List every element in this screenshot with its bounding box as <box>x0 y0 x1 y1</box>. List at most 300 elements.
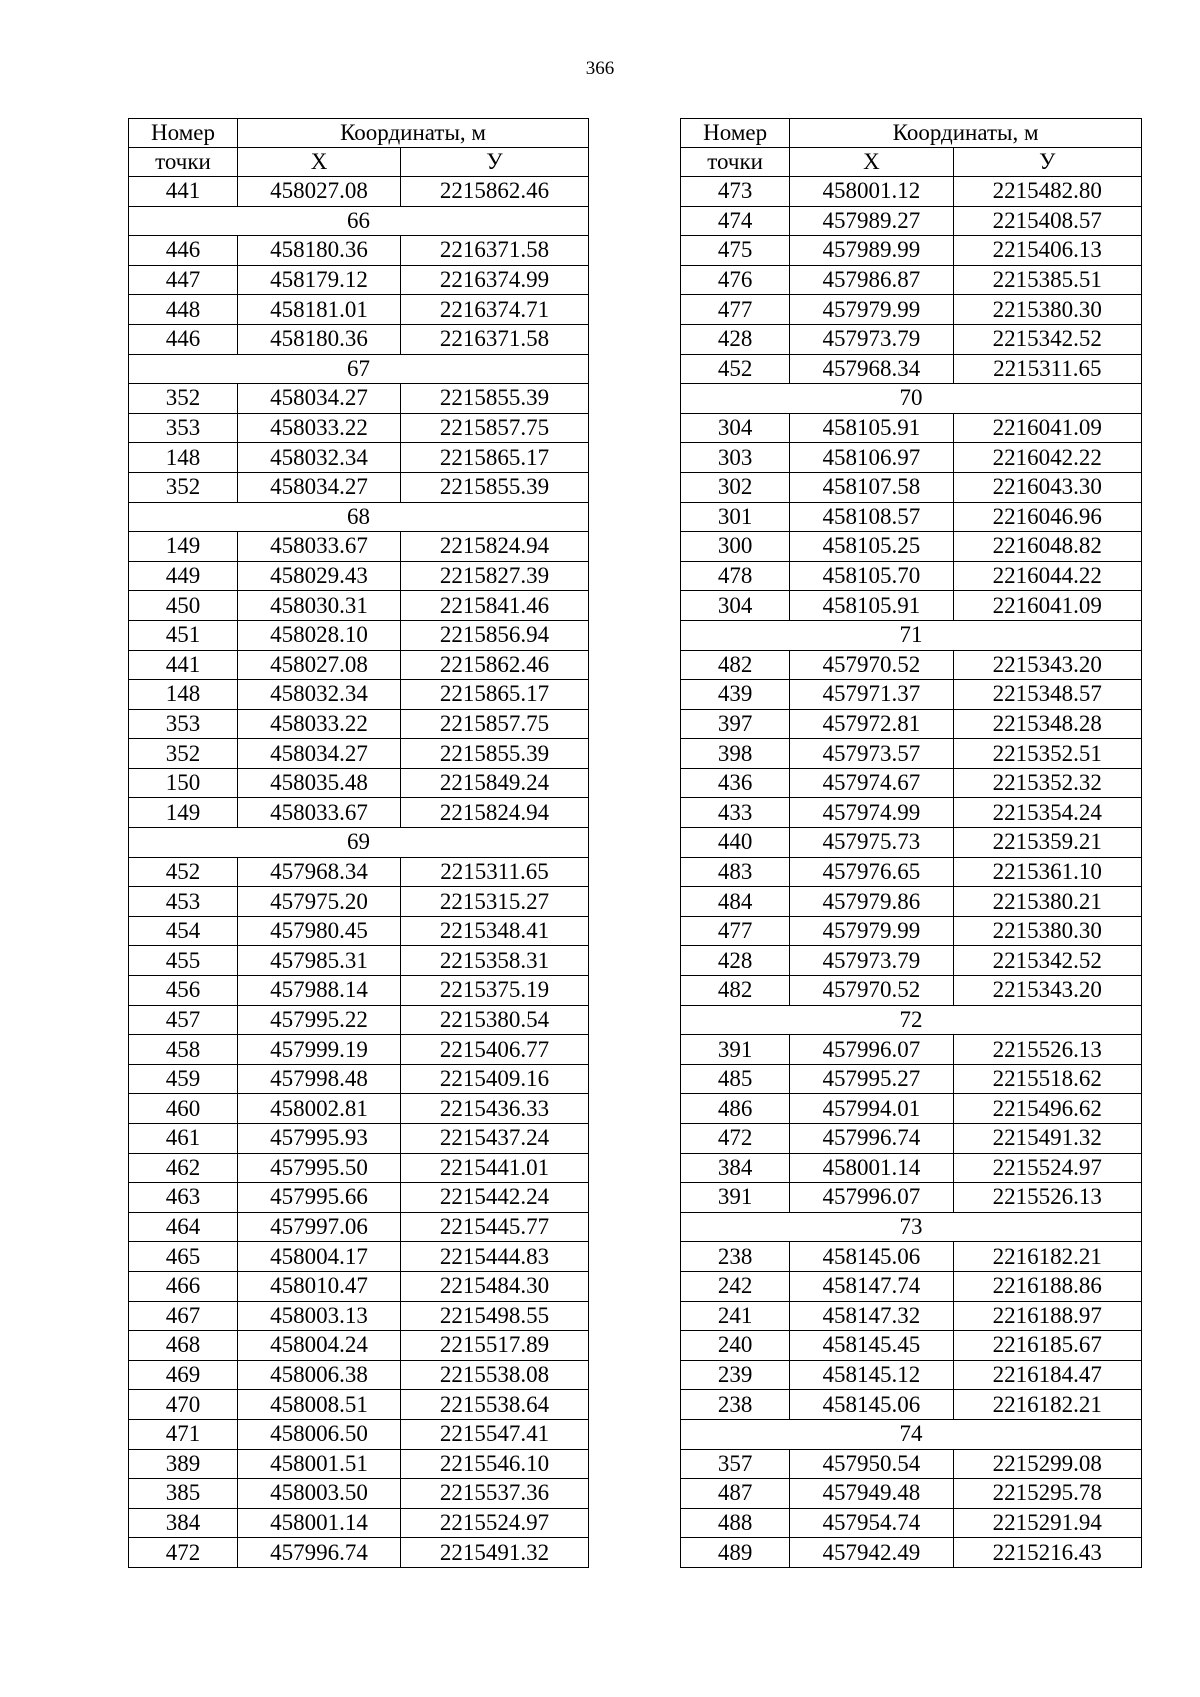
y-coordinate-cell: 2216371.58 <box>401 324 589 354</box>
x-coordinate-cell: 457974.67 <box>790 768 953 798</box>
table-row <box>681 1183 1142 1213</box>
point-number-cell: 462 <box>129 1153 238 1183</box>
y-coordinate-cell: 2216044.22 <box>953 561 1141 591</box>
x-coordinate-cell: 458027.08 <box>238 177 401 207</box>
x-coordinate-cell: 458010.47 <box>238 1271 401 1301</box>
table-row <box>681 265 1142 295</box>
y-coordinate-cell: 2216182.21 <box>953 1242 1141 1272</box>
table-row <box>129 561 589 591</box>
point-number-cell: 478 <box>681 561 790 591</box>
point-number-cell: 456 <box>129 976 238 1006</box>
y-coordinate-cell: 2215408.57 <box>953 206 1141 236</box>
table-row <box>129 1331 589 1361</box>
x-coordinate-cell: 458001.51 <box>238 1449 401 1479</box>
y-coordinate-cell: 2215361.10 <box>953 857 1141 887</box>
point-number-cell: 452 <box>129 857 238 887</box>
point-number-cell: 397 <box>681 709 790 739</box>
table-row <box>129 236 589 266</box>
point-number-cell: 452 <box>681 354 790 384</box>
table-row <box>681 1508 1142 1538</box>
table-row <box>129 472 589 502</box>
table-body-right <box>681 177 1142 1568</box>
table-row <box>681 532 1142 562</box>
header-coordinates: Координаты, м <box>790 119 1142 148</box>
header-y: У <box>953 148 1141 177</box>
table-row <box>129 295 589 325</box>
x-coordinate-cell: 457971.37 <box>790 680 953 710</box>
point-number-cell: 391 <box>681 1183 790 1213</box>
y-coordinate-cell: 2215824.94 <box>401 532 589 562</box>
y-coordinate-cell: 2215857.75 <box>401 413 589 443</box>
y-coordinate-cell: 2215295.78 <box>953 1479 1141 1509</box>
y-coordinate-cell: 2215546.10 <box>401 1449 589 1479</box>
table-row <box>129 1271 589 1301</box>
x-coordinate-cell: 457995.22 <box>238 1005 401 1035</box>
y-coordinate-cell: 2215538.08 <box>401 1360 589 1390</box>
header-point-number-line1: Номер <box>129 119 238 148</box>
y-coordinate-cell: 2215841.46 <box>401 591 589 621</box>
table-row <box>681 413 1142 443</box>
point-number-cell: 459 <box>129 1064 238 1094</box>
x-coordinate-cell: 458145.06 <box>790 1242 953 1272</box>
x-coordinate-cell: 457979.99 <box>790 916 953 946</box>
table-row <box>129 976 589 1006</box>
x-coordinate-cell: 458106.97 <box>790 443 953 473</box>
x-coordinate-cell: 458004.24 <box>238 1331 401 1361</box>
x-coordinate-cell: 458030.31 <box>238 591 401 621</box>
x-coordinate-cell: 458033.67 <box>238 798 401 828</box>
x-coordinate-cell: 458105.70 <box>790 561 953 591</box>
table-row <box>681 1153 1142 1183</box>
y-coordinate-cell: 2215348.57 <box>953 680 1141 710</box>
table-row <box>129 1479 589 1509</box>
table-row <box>129 443 589 473</box>
point-number-cell: 439 <box>681 680 790 710</box>
table-row <box>681 1479 1142 1509</box>
x-coordinate-cell: 458105.91 <box>790 413 953 443</box>
y-coordinate-cell: 2215343.20 <box>953 976 1141 1006</box>
y-coordinate-cell: 2215855.39 <box>401 384 589 414</box>
table-row <box>681 561 1142 591</box>
section-row <box>681 1212 1142 1242</box>
point-number-cell: 149 <box>129 532 238 562</box>
section-number: 69 <box>129 828 589 858</box>
x-coordinate-cell: 458001.12 <box>790 177 953 207</box>
point-number-cell: 384 <box>129 1508 238 1538</box>
x-coordinate-cell: 457997.06 <box>238 1212 401 1242</box>
x-coordinate-cell: 457970.52 <box>790 650 953 680</box>
x-coordinate-cell: 458035.48 <box>238 768 401 798</box>
y-coordinate-cell: 2215291.94 <box>953 1508 1141 1538</box>
x-coordinate-cell: 458006.38 <box>238 1360 401 1390</box>
point-number-cell: 352 <box>129 384 238 414</box>
point-number-cell: 470 <box>129 1390 238 1420</box>
x-coordinate-cell: 458107.58 <box>790 472 953 502</box>
table-row <box>129 768 589 798</box>
x-coordinate-cell: 457995.50 <box>238 1153 401 1183</box>
point-number-cell: 239 <box>681 1360 790 1390</box>
table-row <box>129 1242 589 1272</box>
table-row <box>129 532 589 562</box>
table-row <box>129 1005 589 1035</box>
table-row <box>129 1064 589 1094</box>
table-row <box>681 946 1142 976</box>
y-coordinate-cell: 2215526.13 <box>953 1035 1141 1065</box>
x-coordinate-cell: 458003.50 <box>238 1479 401 1509</box>
point-number-cell: 455 <box>129 946 238 976</box>
table-row <box>681 177 1142 207</box>
y-coordinate-cell: 2216188.86 <box>953 1271 1141 1301</box>
x-coordinate-cell: 458108.57 <box>790 502 953 532</box>
y-coordinate-cell: 2215524.97 <box>953 1153 1141 1183</box>
point-number-cell: 460 <box>129 1094 238 1124</box>
table-row <box>681 976 1142 1006</box>
point-number-cell: 302 <box>681 472 790 502</box>
y-coordinate-cell: 2215498.55 <box>401 1301 589 1331</box>
table-row <box>681 768 1142 798</box>
table-row <box>681 1301 1142 1331</box>
y-coordinate-cell: 2216042.22 <box>953 443 1141 473</box>
y-coordinate-cell: 2215538.64 <box>401 1390 589 1420</box>
x-coordinate-cell: 457968.34 <box>790 354 953 384</box>
y-coordinate-cell: 2216184.47 <box>953 1360 1141 1390</box>
section-number: 71 <box>681 620 1142 650</box>
y-coordinate-cell: 2215444.83 <box>401 1242 589 1272</box>
x-coordinate-cell: 457999.19 <box>238 1035 401 1065</box>
x-coordinate-cell: 457996.07 <box>790 1183 953 1213</box>
point-number-cell: 453 <box>129 887 238 917</box>
table-row <box>129 680 589 710</box>
header-point-number-line2: точки <box>129 148 238 177</box>
point-number-cell: 482 <box>681 650 790 680</box>
point-number-cell: 466 <box>129 1271 238 1301</box>
point-number-cell: 474 <box>681 206 790 236</box>
section-row <box>129 502 589 532</box>
table-row <box>129 1183 589 1213</box>
x-coordinate-cell: 457998.48 <box>238 1064 401 1094</box>
y-coordinate-cell: 2215380.21 <box>953 887 1141 917</box>
point-number-cell: 468 <box>129 1331 238 1361</box>
point-number-cell: 477 <box>681 916 790 946</box>
table-row <box>129 620 589 650</box>
y-coordinate-cell: 2215855.39 <box>401 739 589 769</box>
y-coordinate-cell: 2215482.80 <box>953 177 1141 207</box>
coordinates-table-left <box>128 118 589 1568</box>
point-number-cell: 353 <box>129 709 238 739</box>
table-row <box>681 680 1142 710</box>
y-coordinate-cell: 2215441.01 <box>401 1153 589 1183</box>
point-number-cell: 304 <box>681 591 790 621</box>
point-number-cell: 448 <box>129 295 238 325</box>
y-coordinate-cell: 2215547.41 <box>401 1419 589 1449</box>
section-row <box>129 206 589 236</box>
table-row <box>129 591 589 621</box>
y-coordinate-cell: 2215442.24 <box>401 1183 589 1213</box>
table-row <box>129 1035 589 1065</box>
point-number-cell: 241 <box>681 1301 790 1331</box>
y-coordinate-cell: 2215358.31 <box>401 946 589 976</box>
point-number-cell: 148 <box>129 443 238 473</box>
x-coordinate-cell: 458145.12 <box>790 1360 953 1390</box>
y-coordinate-cell: 2215375.19 <box>401 976 589 1006</box>
point-number-cell: 461 <box>129 1124 238 1154</box>
table-row <box>129 177 589 207</box>
x-coordinate-cell: 457950.54 <box>790 1449 953 1479</box>
table-row <box>129 1094 589 1124</box>
point-number-cell: 446 <box>129 324 238 354</box>
x-coordinate-cell: 458027.08 <box>238 650 401 680</box>
point-number-cell: 463 <box>129 1183 238 1213</box>
point-number-cell: 353 <box>129 413 238 443</box>
point-number-cell: 441 <box>129 650 238 680</box>
x-coordinate-cell: 457988.14 <box>238 976 401 1006</box>
point-number-cell: 301 <box>681 502 790 532</box>
table-row <box>681 472 1142 502</box>
point-number-cell: 469 <box>129 1360 238 1390</box>
x-coordinate-cell: 458147.74 <box>790 1271 953 1301</box>
point-number-cell: 238 <box>681 1242 790 1272</box>
x-coordinate-cell: 458001.14 <box>238 1508 401 1538</box>
point-number-cell: 467 <box>129 1301 238 1331</box>
x-coordinate-cell: 458033.67 <box>238 532 401 562</box>
x-coordinate-cell: 458181.01 <box>238 295 401 325</box>
y-coordinate-cell: 2215343.20 <box>953 650 1141 680</box>
table-row <box>129 1153 589 1183</box>
x-coordinate-cell: 457979.99 <box>790 295 953 325</box>
header-y: У <box>401 148 589 177</box>
x-coordinate-cell: 457995.93 <box>238 1124 401 1154</box>
table-row <box>129 1212 589 1242</box>
y-coordinate-cell: 2215299.08 <box>953 1449 1141 1479</box>
y-coordinate-cell: 2215491.32 <box>953 1124 1141 1154</box>
point-number-cell: 436 <box>681 768 790 798</box>
x-coordinate-cell: 457994.01 <box>790 1094 953 1124</box>
table-row <box>681 887 1142 917</box>
point-number-cell: 488 <box>681 1508 790 1538</box>
section-row <box>681 1419 1142 1449</box>
section-row <box>681 1005 1142 1035</box>
section-row <box>129 354 589 384</box>
y-coordinate-cell: 2215518.62 <box>953 1064 1141 1094</box>
table-row <box>681 709 1142 739</box>
y-coordinate-cell: 2215862.46 <box>401 650 589 680</box>
section-number: 66 <box>129 206 589 236</box>
table-row <box>129 709 589 739</box>
point-number-cell: 389 <box>129 1449 238 1479</box>
x-coordinate-cell: 458034.27 <box>238 384 401 414</box>
point-number-cell: 451 <box>129 620 238 650</box>
table-row <box>681 206 1142 236</box>
y-coordinate-cell: 2215311.65 <box>953 354 1141 384</box>
table-row <box>129 1360 589 1390</box>
x-coordinate-cell: 457972.81 <box>790 709 953 739</box>
table-row <box>129 1538 589 1568</box>
y-coordinate-cell: 2215352.32 <box>953 768 1141 798</box>
x-coordinate-cell: 457995.27 <box>790 1064 953 1094</box>
table-row <box>129 413 589 443</box>
x-coordinate-cell: 458105.91 <box>790 591 953 621</box>
point-number-cell: 487 <box>681 1479 790 1509</box>
y-coordinate-cell: 2215496.62 <box>953 1094 1141 1124</box>
point-number-cell: 486 <box>681 1094 790 1124</box>
point-number-cell: 473 <box>681 177 790 207</box>
y-coordinate-cell: 2215406.77 <box>401 1035 589 1065</box>
point-number-cell: 449 <box>129 561 238 591</box>
y-coordinate-cell: 2215436.33 <box>401 1094 589 1124</box>
x-coordinate-cell: 457989.27 <box>790 206 953 236</box>
table-row <box>681 1271 1142 1301</box>
table-row <box>681 1242 1142 1272</box>
y-coordinate-cell: 2215348.28 <box>953 709 1141 739</box>
x-coordinate-cell: 458033.22 <box>238 709 401 739</box>
point-number-cell: 304 <box>681 413 790 443</box>
table-row <box>129 1508 589 1538</box>
x-coordinate-cell: 457954.74 <box>790 1508 953 1538</box>
page-number: 366 <box>585 58 615 79</box>
x-coordinate-cell: 458180.36 <box>238 324 401 354</box>
section-number: 73 <box>681 1212 1142 1242</box>
y-coordinate-cell: 2215406.13 <box>953 236 1141 266</box>
y-coordinate-cell: 2215348.41 <box>401 916 589 946</box>
section-row <box>129 828 589 858</box>
x-coordinate-cell: 457973.57 <box>790 739 953 769</box>
point-number-cell: 440 <box>681 828 790 858</box>
point-number-cell: 477 <box>681 295 790 325</box>
x-coordinate-cell: 458001.14 <box>790 1153 953 1183</box>
y-coordinate-cell: 2216043.30 <box>953 472 1141 502</box>
y-coordinate-cell: 2215437.24 <box>401 1124 589 1154</box>
point-number-cell: 300 <box>681 532 790 562</box>
section-number: 70 <box>681 384 1142 414</box>
x-coordinate-cell: 457975.20 <box>238 887 401 917</box>
x-coordinate-cell: 457970.52 <box>790 976 953 1006</box>
table-row <box>681 502 1142 532</box>
point-number-cell: 464 <box>129 1212 238 1242</box>
point-number-cell: 441 <box>129 177 238 207</box>
y-coordinate-cell: 2215385.51 <box>953 265 1141 295</box>
x-coordinate-cell: 457975.73 <box>790 828 953 858</box>
point-number-cell: 472 <box>129 1538 238 1568</box>
y-coordinate-cell: 2215380.30 <box>953 916 1141 946</box>
x-coordinate-cell: 458029.43 <box>238 561 401 591</box>
point-number-cell: 472 <box>681 1124 790 1154</box>
table-row <box>681 916 1142 946</box>
table-row <box>681 828 1142 858</box>
y-coordinate-cell: 2215352.51 <box>953 739 1141 769</box>
table-row <box>681 1124 1142 1154</box>
point-number-cell: 240 <box>681 1331 790 1361</box>
y-coordinate-cell: 2215526.13 <box>953 1183 1141 1213</box>
x-coordinate-cell: 457995.66 <box>238 1183 401 1213</box>
y-coordinate-cell: 2215849.24 <box>401 768 589 798</box>
table-row <box>129 916 589 946</box>
y-coordinate-cell: 2215315.27 <box>401 887 589 917</box>
point-number-cell: 428 <box>681 946 790 976</box>
table-row <box>681 1360 1142 1390</box>
table-row <box>681 295 1142 325</box>
table-row <box>129 857 589 887</box>
point-number-cell: 148 <box>129 680 238 710</box>
point-number-cell: 357 <box>681 1449 790 1479</box>
table-row <box>681 236 1142 266</box>
point-number-cell: 476 <box>681 265 790 295</box>
x-coordinate-cell: 458006.50 <box>238 1419 401 1449</box>
x-coordinate-cell: 457996.74 <box>238 1538 401 1568</box>
x-coordinate-cell: 457976.65 <box>790 857 953 887</box>
point-number-cell: 391 <box>681 1035 790 1065</box>
point-number-cell: 457 <box>129 1005 238 1035</box>
point-number-cell: 489 <box>681 1538 790 1568</box>
table-row <box>129 739 589 769</box>
y-coordinate-cell: 2216182.21 <box>953 1390 1141 1420</box>
section-number: 68 <box>129 502 589 532</box>
y-coordinate-cell: 2215311.65 <box>401 857 589 887</box>
y-coordinate-cell: 2215517.89 <box>401 1331 589 1361</box>
table-row <box>681 1390 1142 1420</box>
x-coordinate-cell: 458008.51 <box>238 1390 401 1420</box>
x-coordinate-cell: 458147.32 <box>790 1301 953 1331</box>
section-row <box>681 620 1142 650</box>
table-row <box>129 324 589 354</box>
x-coordinate-cell: 458002.81 <box>238 1094 401 1124</box>
x-coordinate-cell: 457996.07 <box>790 1035 953 1065</box>
point-number-cell: 303 <box>681 443 790 473</box>
header-point-number-line1: Номер <box>681 119 790 148</box>
point-number-cell: 428 <box>681 324 790 354</box>
table-row <box>129 1390 589 1420</box>
x-coordinate-cell: 458028.10 <box>238 620 401 650</box>
y-coordinate-cell: 2215342.52 <box>953 324 1141 354</box>
table-row <box>129 1124 589 1154</box>
point-number-cell: 454 <box>129 916 238 946</box>
y-coordinate-cell: 2215484.30 <box>401 1271 589 1301</box>
y-coordinate-cell: 2215409.16 <box>401 1064 589 1094</box>
table-row <box>681 798 1142 828</box>
y-coordinate-cell: 2215862.46 <box>401 177 589 207</box>
x-coordinate-cell: 458003.13 <box>238 1301 401 1331</box>
x-coordinate-cell: 457942.49 <box>790 1538 953 1568</box>
point-number-cell: 238 <box>681 1390 790 1420</box>
table-body-left <box>129 177 589 1568</box>
y-coordinate-cell: 2215857.75 <box>401 709 589 739</box>
x-coordinate-cell: 458145.45 <box>790 1331 953 1361</box>
table-row <box>681 650 1142 680</box>
x-coordinate-cell: 457989.99 <box>790 236 953 266</box>
x-coordinate-cell: 457973.79 <box>790 946 953 976</box>
x-coordinate-cell: 457979.86 <box>790 887 953 917</box>
x-coordinate-cell: 458033.22 <box>238 413 401 443</box>
table-row <box>681 1094 1142 1124</box>
x-coordinate-cell: 458034.27 <box>238 472 401 502</box>
table-row <box>681 1064 1142 1094</box>
y-coordinate-cell: 2216374.99 <box>401 265 589 295</box>
point-number-cell: 447 <box>129 265 238 295</box>
y-coordinate-cell: 2216374.71 <box>401 295 589 325</box>
y-coordinate-cell: 2215380.30 <box>953 295 1141 325</box>
x-coordinate-cell: 457949.48 <box>790 1479 953 1509</box>
table-row <box>681 857 1142 887</box>
table-row <box>681 1449 1142 1479</box>
x-coordinate-cell: 458032.34 <box>238 680 401 710</box>
y-coordinate-cell: 2216371.58 <box>401 236 589 266</box>
x-coordinate-cell: 458105.25 <box>790 532 953 562</box>
point-number-cell: 471 <box>129 1419 238 1449</box>
section-row <box>681 384 1142 414</box>
point-number-cell: 458 <box>129 1035 238 1065</box>
x-coordinate-cell: 457968.34 <box>238 857 401 887</box>
y-coordinate-cell: 2216188.97 <box>953 1301 1141 1331</box>
y-coordinate-cell: 2215354.24 <box>953 798 1141 828</box>
